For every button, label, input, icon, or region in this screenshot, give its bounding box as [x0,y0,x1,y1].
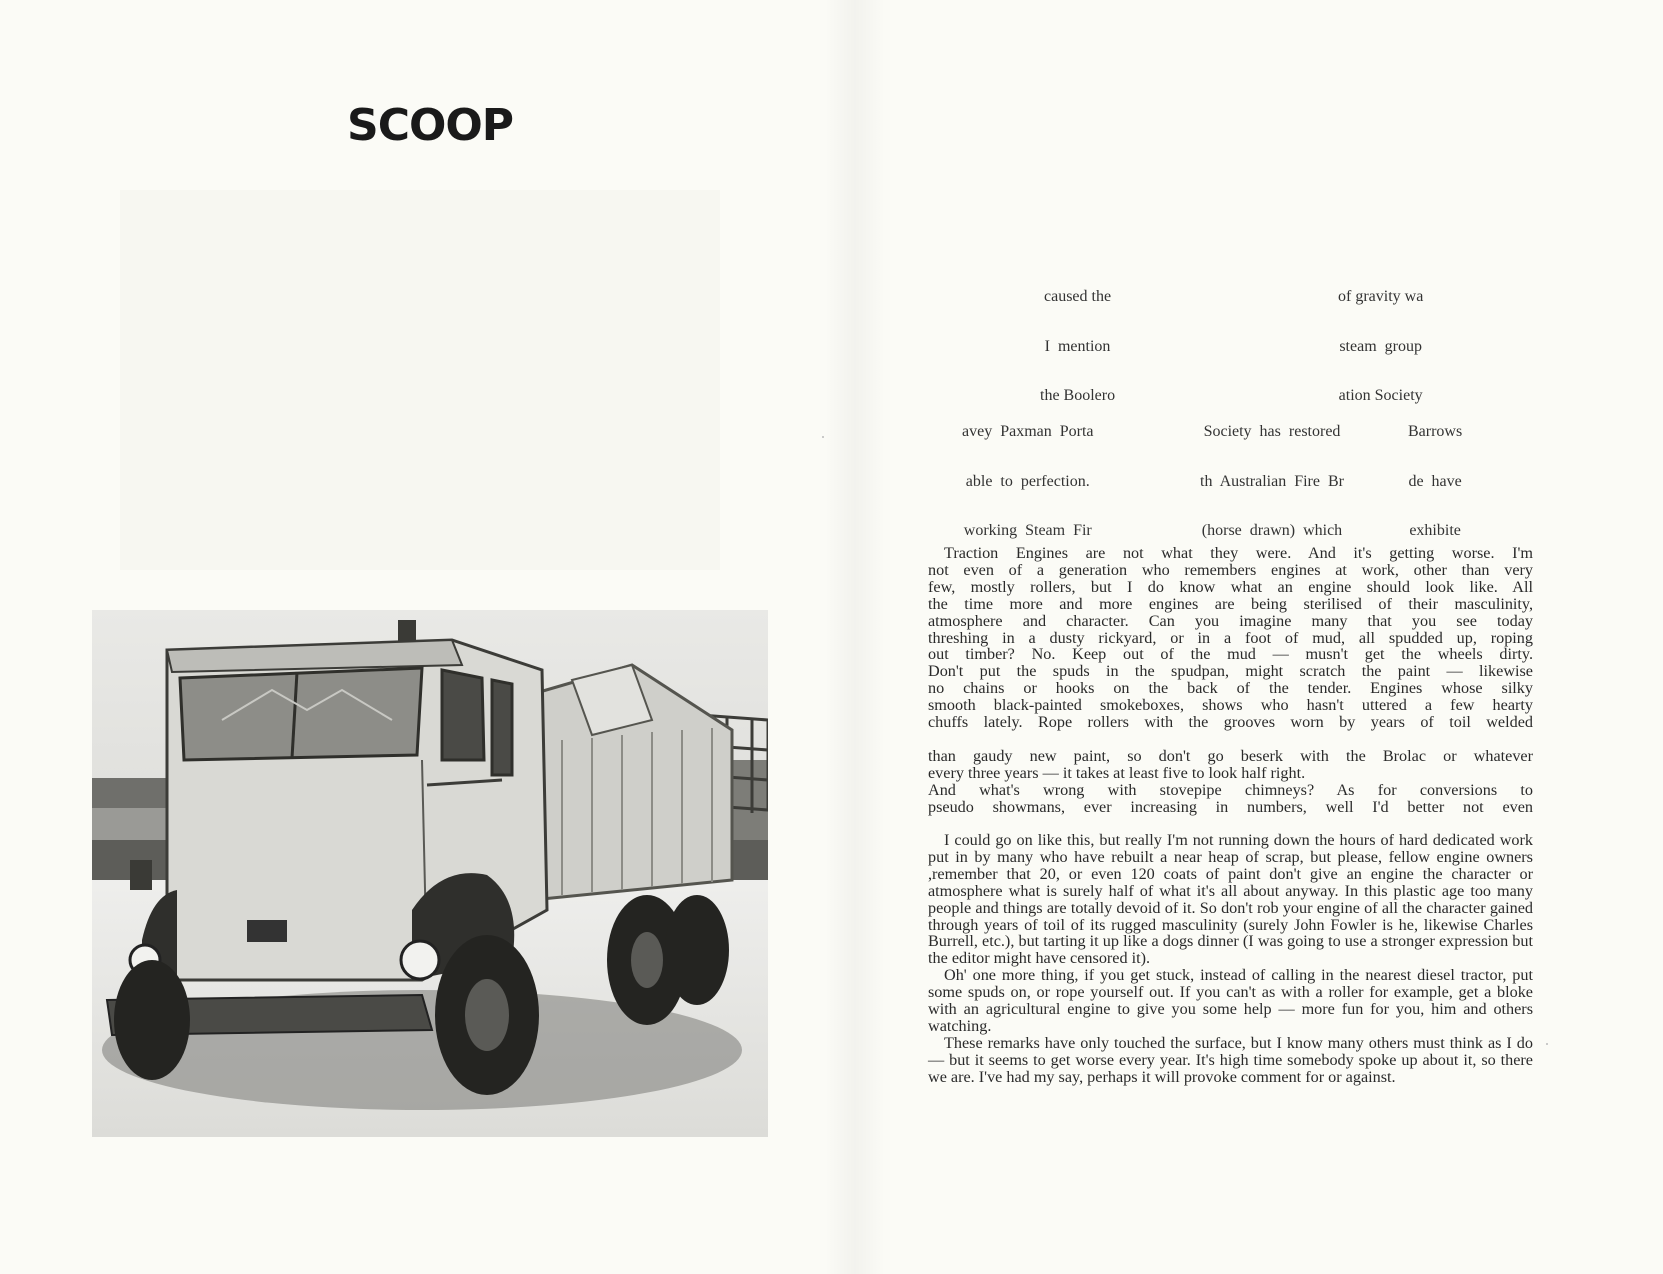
fragment-line: Society has restored [1203,423,1341,440]
article-paragraph-1 [928,545,1533,731]
article-line: every three years — it takes at least five to look half right. [928,763,1306,782]
article-body-continued [928,832,1533,1086]
article-line: threshing in a dusty rickyard, or in a foot of mud, all spudded up, roping [928,628,1533,647]
fragment-line: caused the [1044,288,1112,305]
paper-speck [1546,1043,1548,1045]
truck-photo [92,610,768,1137]
article-line: no chains or hooks on the back of the tender. Engines whose silky [928,679,1533,698]
truck-illustration [92,610,768,1137]
paper-speck [822,436,824,438]
fragment-line: (horse drawn) which [1201,522,1343,539]
fragment-line: steam group [1339,337,1422,355]
article-line: smooth black-painted smokeboxes, shows who hasn't uttered a few hearty [928,696,1533,715]
fragment-line: the Boolero [1040,387,1116,404]
article-line: And what's wrong with stovepipe chimneys? As for conversions to [928,780,1533,799]
fragment-line: th Australian Fire Br [1200,472,1344,490]
faded-text-area [120,190,720,570]
fragment-line: of gravity wa [1338,288,1424,305]
fragment-line: able to perfection. [965,472,1090,490]
article-line: Traction Engines are not what they were. And it's getting worse. I'm [944,544,1533,562]
fragment-line: I mention [1044,337,1111,355]
article-line: few, mostly rollers, but I do know what an engine should look like. All [928,577,1533,596]
article-line: not even of a generation who remembers engines at work, other than very [928,560,1533,579]
page-title: SCOOP [347,100,514,151]
fragment-line: working Steam Fir [963,522,1092,539]
fragment-line: Barrows [1408,423,1463,440]
article-line: pseudo showmans, ever increasing in numbers, well I'd better not even [928,797,1533,816]
article-line: atmosphere and character. Can you imagine many that you see today [928,611,1533,630]
article-paragraph-3: I could go on like this, but really I'm not running down the hours of hard dedicated work put in by many who have rebuilt a near heap of scrap, but please, fellow engine owners ,remember that 20, or even 120 coats of paint don't give an engine the character or atmosphere what is surely half of what it's all about anyway. In this plastic age too many people and things are totally devoid of it. So don't rob your engine of all the character gained through years of toil of its rugged masculinity (surely John Fowler is he, likewise Charles Burrell, etc.), but tarting it up like a dogs dinner (I was going to use a stronger expression but the editor might have censored it). [928,831,1533,968]
fragment-line: ation Society [1338,387,1423,404]
article-paragraph-5: These remarks have only touched the surface, but I know many others must think as I do — but it seems to get worse every year. It's high time somebody spoke up about it, so there we are. I've had my say, perhaps it will provoke comment for or against. [928,1033,1533,1086]
article-line: chuffs lately. Rope rollers with the grooves worn by years of toil welded [928,713,1533,732]
fragment-line: exhibite [1409,522,1461,539]
article-paragraph-2 [928,748,1533,816]
fragment-line: de have [1408,472,1462,490]
article-line: out timber? No. Keep out of the mud — musn't get the wheels dirty. [928,645,1533,664]
article-paragraph-4: Oh' one more thing, if you get stuck, instead of calling in the nearest diesel tractor, put some spuds on, or rope yourself out. If you can't as with a roller for example, get a bloke with an agricultural engine to give you some help — more fun for you, him and others watching. [928,966,1533,1035]
fragment-line: avey Paxman Porta [962,423,1094,440]
article-line: Don't put the spuds in the spudpan, might scratch the paint — likewise [928,662,1533,681]
article-line: the time more and more engines are being sterilised of their masculinity, [928,594,1533,613]
page-gutter [825,0,885,1274]
article-line: than gaudy new paint, so don't go beserk with the Brolac or whatever [928,747,1533,765]
